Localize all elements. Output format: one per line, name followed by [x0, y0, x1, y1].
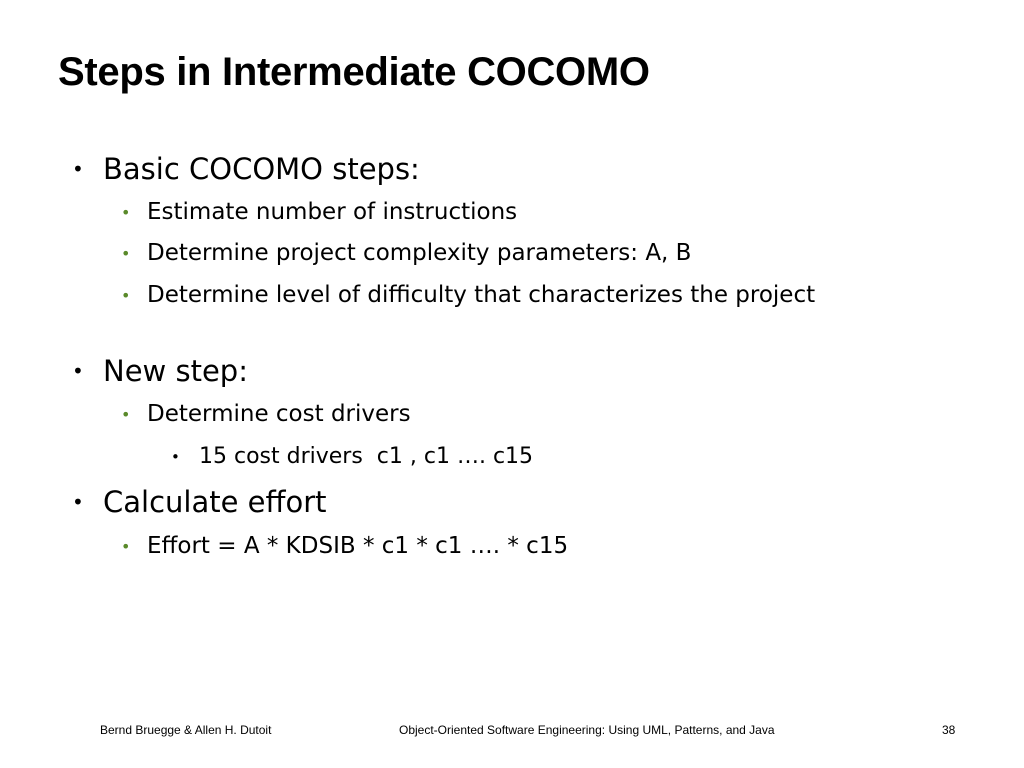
sub-bullet-text: Effort = A * KDSIB * c1 * c1 …. * c15	[147, 533, 569, 559]
sub-sub-bullet-text: 15 cost drivers c1 , c1 …. c15	[199, 444, 534, 469]
sub-bullet-item-estimate	[121, 197, 881, 228]
sub-bullet-item-difficulty	[121, 280, 861, 311]
sub-bullet-text: Estimate number of instructions	[147, 199, 518, 225]
bullet-item-calculate-effort	[72, 485, 972, 519]
bullet-item-basic-cocomo	[72, 152, 972, 186]
footer-authors: Bernd Bruegge & Allen H. Dutoit	[100, 723, 272, 737]
sub-bullet-marker: •	[121, 286, 131, 305]
bullet-item-new-step	[72, 354, 972, 388]
sub-sub-bullet-marker: •	[171, 448, 180, 466]
sub-bullet-marker: •	[121, 405, 131, 424]
bullet-text: Basic COCOMO steps:	[103, 152, 420, 186]
sub-bullet-text: Determine level of difficulty that characterizes the project	[147, 282, 816, 308]
sub-bullet-marker: •	[121, 537, 131, 556]
bullet-text: New step:	[103, 354, 248, 388]
sub-bullet-item-complexity	[121, 238, 881, 269]
sub-bullet-item-effort-formula	[121, 531, 881, 562]
sub-bullet-text: Determine project complexity parameters: A, B	[147, 240, 692, 266]
sub-bullet-text: Determine cost drivers	[147, 401, 411, 427]
bullet-marker: •	[72, 157, 84, 181]
bullet-marker: •	[72, 490, 84, 514]
footer-book-title: Object-Oriented Software Engineering: Using UML, Patterns, and Java	[399, 723, 775, 737]
bullet-marker: •	[72, 359, 84, 383]
bullet-text: Calculate effort	[103, 485, 327, 519]
sub-bullet-item-cost-drivers	[121, 399, 881, 430]
sub-bullet-marker: •	[121, 203, 131, 222]
footer-page-number: 38	[942, 723, 956, 737]
sub-sub-bullet-item-15-cost-drivers	[171, 442, 871, 472]
slide-title: Steps in Intermediate COCOMO	[58, 50, 650, 94]
sub-bullet-marker: •	[121, 244, 131, 263]
